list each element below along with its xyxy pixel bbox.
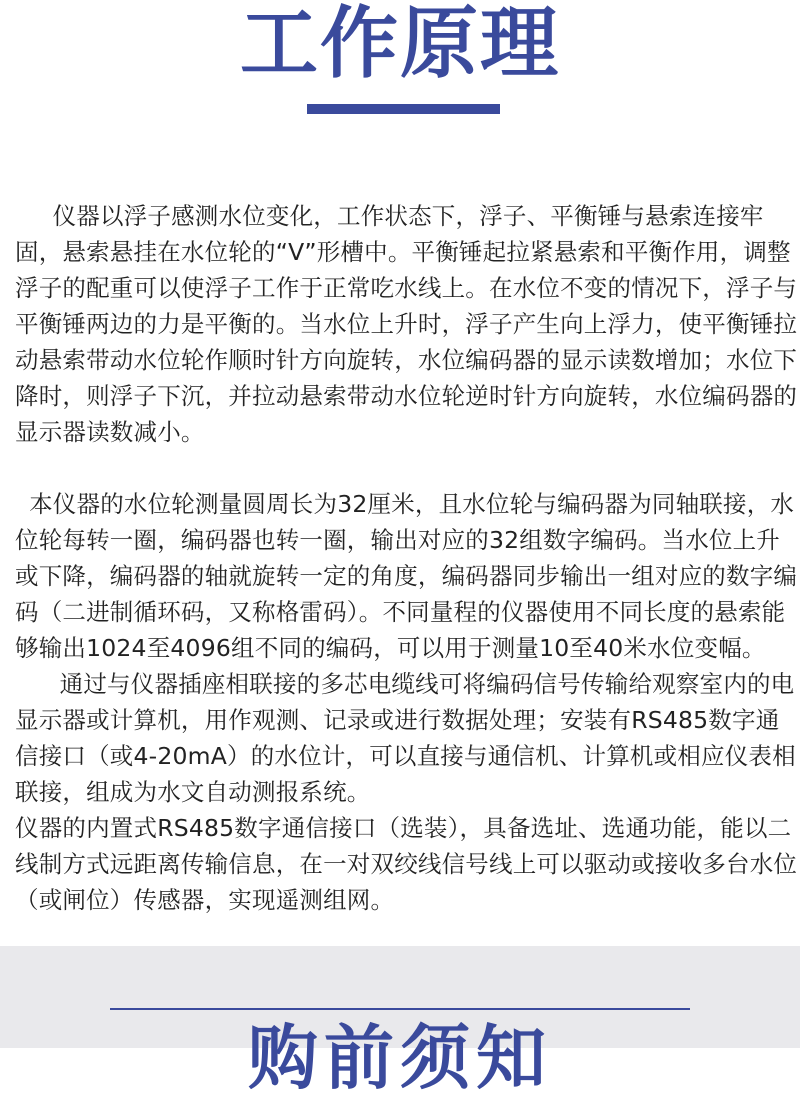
paragraph-working-principle: 仪器以浮子感测水位变化，工作状态下，浮子、平衡锤与悬索连接牢固，悬索悬挂在水位轮的“V”形槽中。平衡锤起拉紧悬索和平衡作用，调整浮子的配重可以使浮子工作于正常吃水线上。在水位不变的情况下，浮子与平衡锤两边的力是平衡的。当水位上升时，浮子产生向上浮力，使平衡锤拉动悬索带动水位轮作顺时针方向旋转，水位编码器的显示读数增加；水位下降时，则浮子下沉，并拉动悬索带动水位轮逆时针方向旋转，水位编码器的显示器读数减小。 — [15, 202, 798, 446]
next-section-title: 购前须知 — [248, 1017, 552, 1099]
paragraph-encoder: 本仪器的水位轮测量圆周长为32厘米，且水位轮与编码器为同轴联接，水位轮每转一圈，编码器也转一圈，输出对应的32组数字编码。当水位上升或下降，编码器的轴就旋转一定的角度，编码器同步输出一组对应的数字编码（二进制循环码，又称格雷码）。不同量程的仪器使用不同长度的悬索能够输出1024至4096组不同的编码，可以用于测量10至40米水位变幅。 — [15, 490, 798, 662]
page-title: 工作原理 — [239, 0, 560, 89]
section-divider — [110, 1008, 690, 1010]
paragraph-communication: 通过与仪器插座相联接的多芯电缆线可将编码信号传输给观察室内的电显示器或计算机，用作观测、记录或进行数据处理；安装有RS485数字通信接口（或4-20mA）的水位计，可以直接与通信机、计算机或相应仪表相联接，组成为水文自动测报系统。 仪器的内置式RS485数字通信接口（选装），具备选址、选通功能，能以二线制方式远距离传输信息，在一对双绞线信号线上可以驱动或接收多台水位（或闸位）传感器，实现遥测组网。 — [15, 670, 798, 914]
title-underline — [307, 104, 500, 114]
article-body — [15, 198, 800, 918]
next-section-band — [0, 946, 800, 1099]
